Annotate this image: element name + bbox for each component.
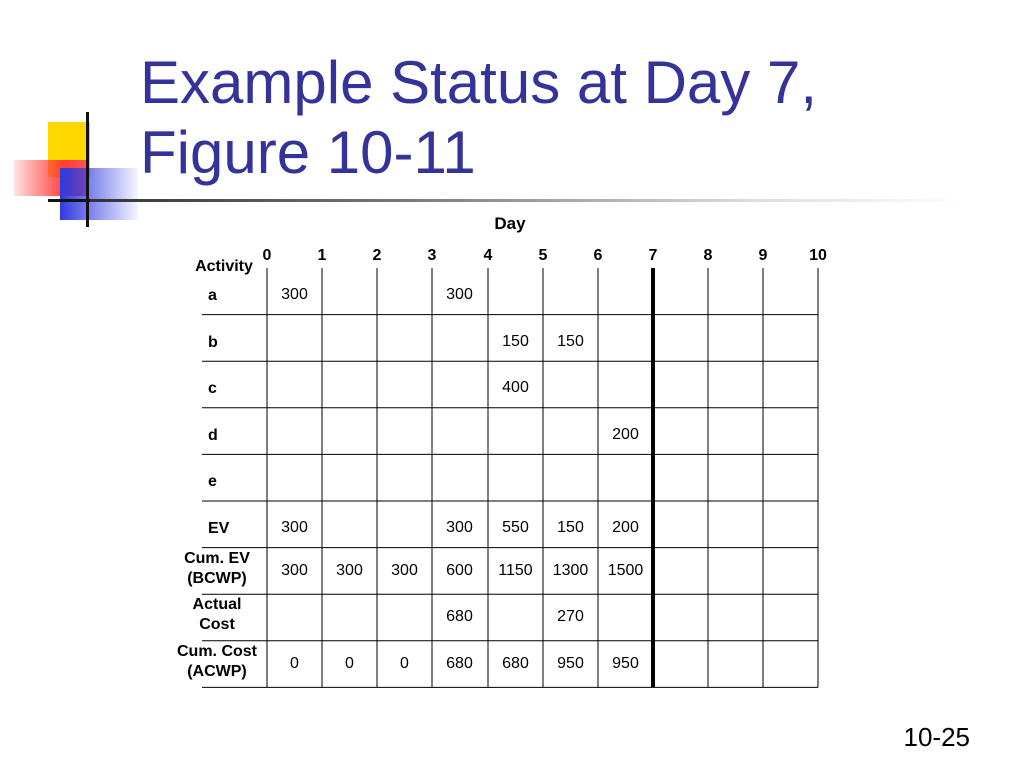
- table-cell: 0: [290, 654, 299, 672]
- row-label: [166, 642, 268, 682]
- row-label: [208, 333, 248, 353]
- day-number-10: 10: [809, 247, 827, 264]
- table-cell: 300: [281, 561, 308, 579]
- table-cell: 300: [446, 286, 473, 303]
- table-cell: 0: [400, 654, 409, 672]
- day-number-4: 4: [483, 247, 493, 264]
- table-cell: 680: [502, 654, 529, 672]
- day-number-3: 3: [427, 247, 437, 264]
- table-cell: 680: [446, 608, 473, 626]
- table-cell: 200: [612, 425, 639, 443]
- table-cell: 300: [391, 561, 418, 579]
- row-label: [208, 286, 248, 306]
- table-cell: 600: [446, 561, 473, 579]
- table-cell: 150: [557, 519, 584, 536]
- row-label: [166, 549, 268, 589]
- table-cell: 150: [557, 332, 584, 350]
- table-cell: 300: [281, 519, 308, 536]
- row-label-line: a: [208, 287, 217, 304]
- table-cell: 550: [502, 519, 529, 536]
- row-label-line: Cum. Cost: [177, 642, 257, 660]
- slide-title-line1: Example Status at Day 7,: [140, 49, 817, 116]
- row-label-line: (BCWP): [187, 569, 247, 587]
- table-cell: 0: [345, 654, 354, 672]
- table-cell: 300: [281, 286, 308, 303]
- day-number-2: 2: [372, 247, 382, 264]
- table-cell: 1300: [552, 561, 589, 579]
- row-label: [208, 426, 248, 446]
- row-label: [208, 519, 248, 539]
- row-label-line: Cum. EV: [184, 549, 250, 567]
- day-number-6: 6: [593, 247, 603, 264]
- activity-column-header: Activity: [195, 258, 253, 275]
- day-number-1: 1: [317, 247, 327, 264]
- page-number: 10-25: [903, 722, 970, 752]
- day-number-7: 7: [648, 247, 658, 264]
- row-label-line: Actual: [192, 596, 242, 614]
- row-label-line: d: [208, 426, 218, 444]
- day-number-5: 5: [538, 247, 548, 264]
- table-cell: 400: [502, 379, 529, 397]
- day-number-9: 9: [758, 247, 768, 264]
- slide-title-line2: Figure 10-11: [140, 119, 476, 186]
- row-label-line: e: [208, 473, 217, 491]
- table-cell: 150: [502, 332, 529, 350]
- table-cell: 1500: [607, 561, 644, 579]
- row-label: [166, 595, 268, 635]
- table-cell: 200: [612, 519, 639, 536]
- row-label-line: Cost: [199, 616, 235, 634]
- row-label: [208, 379, 248, 399]
- day-axis-label: Day: [494, 214, 526, 233]
- table-cell: 1150: [498, 561, 533, 579]
- row-label-line: c: [208, 380, 217, 398]
- row-label-line: (ACWP): [187, 662, 247, 680]
- table-cell: 680: [446, 654, 473, 672]
- table-cell: 300: [336, 561, 363, 579]
- day-number-8: 8: [703, 247, 713, 264]
- row-label-line: EV: [208, 520, 230, 537]
- table-cell: 950: [612, 654, 639, 672]
- day-number-0: 0: [262, 247, 272, 264]
- row-label: [208, 472, 248, 492]
- table-cell: 950: [557, 654, 584, 672]
- table-cell: 300: [446, 519, 473, 536]
- row-label-line: b: [208, 333, 218, 351]
- table-cell: 270: [557, 608, 584, 626]
